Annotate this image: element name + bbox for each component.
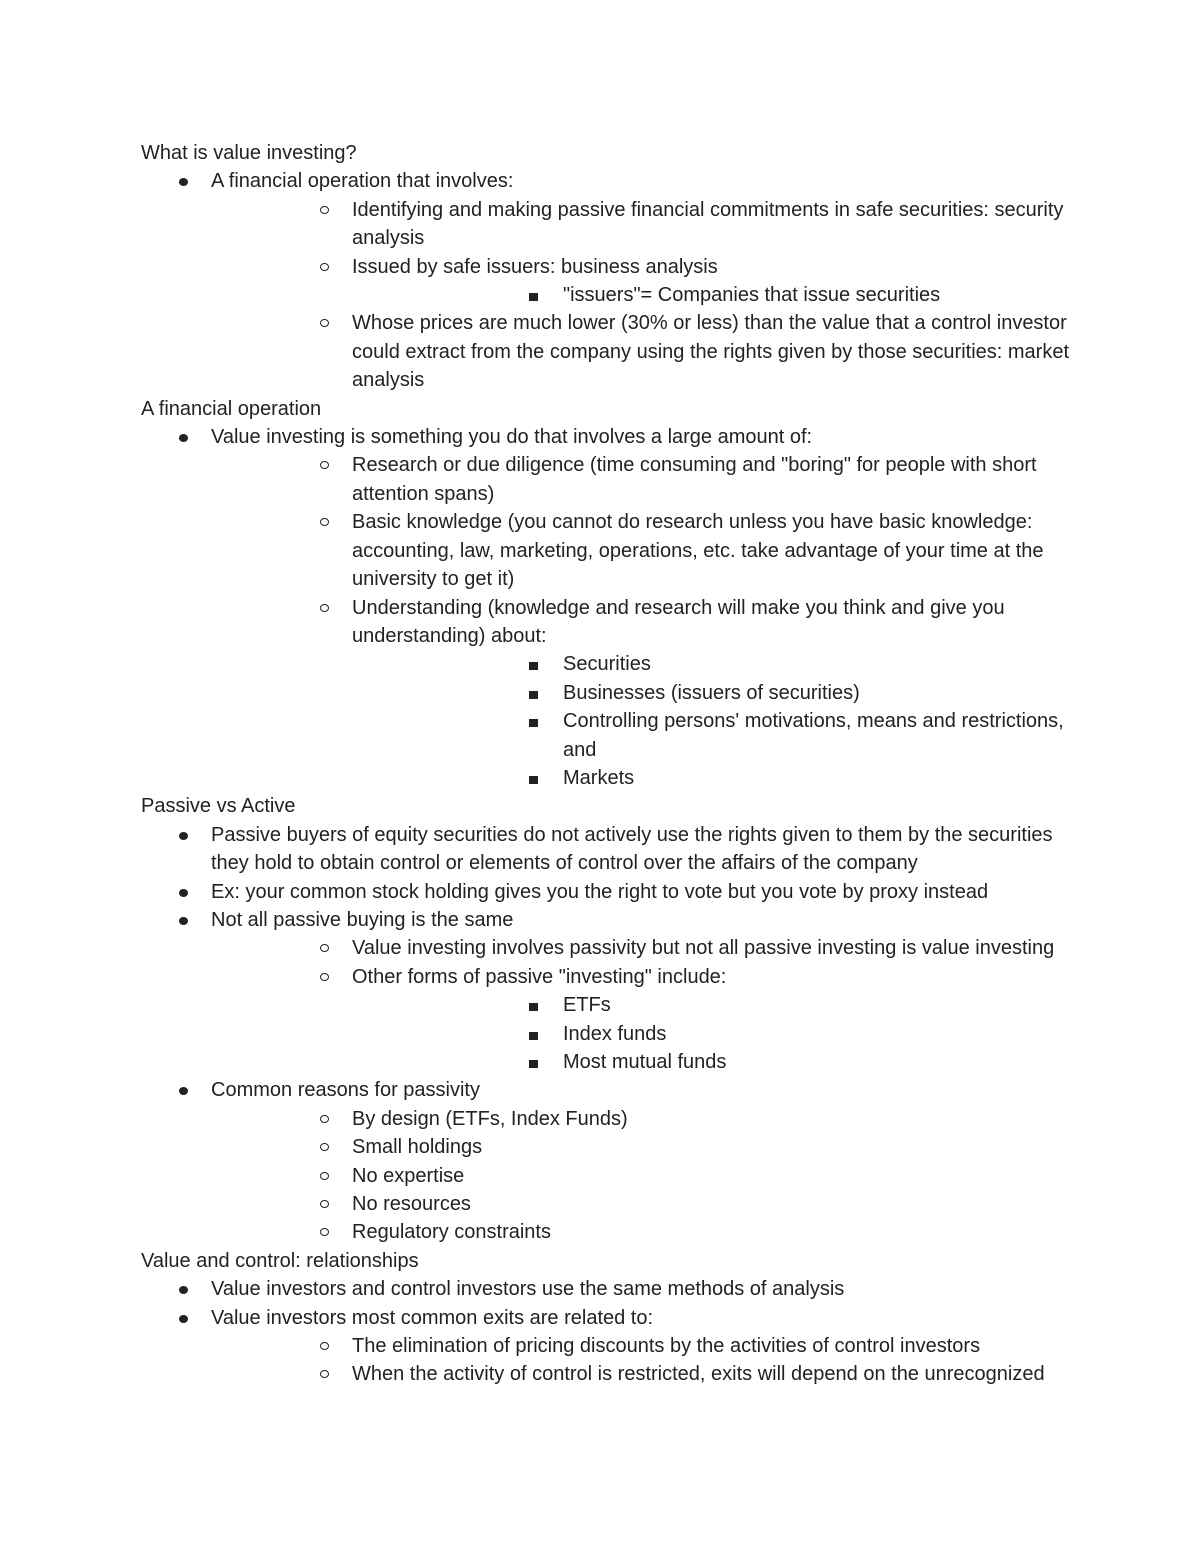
list-item xyxy=(211,309,1076,394)
hollow-bullet-icon xyxy=(320,319,329,327)
list-item-text: Value investors most common exits are related to: xyxy=(211,1306,654,1329)
section-heading: Value and control: relationships xyxy=(141,1249,419,1272)
filled-bullet-icon xyxy=(179,1087,188,1095)
list-item xyxy=(211,1133,1076,1161)
list-item xyxy=(141,906,1076,1076)
list-item xyxy=(211,963,1076,1077)
list-item-text: Ex: your common stock holding gives you the right to vote but you vote by proxy instead xyxy=(211,880,989,903)
list-item-text: Understanding (knowledge and research will make you think and give you understanding) about: xyxy=(352,596,1005,647)
list-item xyxy=(211,1360,1076,1388)
hollow-bullet-icon xyxy=(320,1228,329,1236)
hollow-bullet-icon xyxy=(320,1342,329,1350)
list-item xyxy=(352,764,1076,792)
list-item-text: No expertise xyxy=(352,1164,465,1187)
sub-sub-bullet-list xyxy=(352,650,1076,792)
list-item-text: Small holdings xyxy=(352,1136,483,1159)
square-bullet-icon xyxy=(529,691,538,699)
list-item xyxy=(211,1190,1076,1218)
list-item-text: Businesses (issuers of securities) xyxy=(563,681,860,704)
bullet-list xyxy=(141,1275,1076,1389)
bullet-list xyxy=(141,423,1076,792)
hollow-bullet-icon xyxy=(320,604,329,612)
square-bullet-icon xyxy=(529,719,538,727)
list-item-text: Whose prices are much lower (30% or less) than the value that a control investor could extract from the company using the rights given by those securities: market analysis xyxy=(352,312,1070,392)
list-item-text: Controlling persons' motivations, means and restrictions, and xyxy=(563,710,1064,761)
sub-bullet-list xyxy=(211,1105,1076,1247)
section-heading: Passive vs Active xyxy=(141,795,296,818)
list-item xyxy=(141,1076,1076,1246)
square-bullet-icon xyxy=(529,293,538,301)
list-item xyxy=(211,253,1076,310)
list-item-text: Securities xyxy=(563,653,651,676)
square-bullet-icon xyxy=(529,1032,538,1040)
sub-bullet-list xyxy=(211,1332,1076,1389)
list-item xyxy=(352,679,1076,707)
document-body xyxy=(141,139,1076,1389)
list-item-text: Passive buyers of equity securities do not actively use the rights given to them by the securities they hold to obtain control or elements of control over the affairs of the company xyxy=(211,823,1053,875)
list-item-text: ETFs xyxy=(563,994,611,1017)
filled-bullet-icon xyxy=(179,178,188,186)
list-item xyxy=(211,594,1076,793)
list-item-text: Value investing is something you do that involves a large amount of: xyxy=(211,426,813,449)
list-item-text: Markets xyxy=(563,766,635,789)
list-item xyxy=(211,1332,1076,1360)
list-item xyxy=(141,423,1076,792)
sub-bullet-list xyxy=(211,196,1076,395)
bullet-list xyxy=(141,167,1076,394)
list-item-text: Most mutual funds xyxy=(563,1051,727,1073)
list-item xyxy=(141,1275,1076,1303)
list-item xyxy=(352,991,1076,1019)
list-item-text: Basic knowledge (you cannot do research unless you have basic knowledge: accounting, law, marketing, operations, etc. take advantage of your time at the university to get it) xyxy=(352,511,1044,591)
list-item xyxy=(211,1105,1076,1133)
bullet-list xyxy=(141,821,1076,1247)
list-item-text: By design (ETFs, Index Funds) xyxy=(352,1107,628,1130)
list-item-text: When the activity of control is restricted, exits will depend on the unrecognized xyxy=(352,1363,1045,1386)
list-item-text: Issued by safe issuers: business analysis xyxy=(352,255,718,278)
square-bullet-icon xyxy=(529,662,538,670)
filled-bullet-icon xyxy=(179,832,188,840)
sub-sub-bullet-list xyxy=(352,991,1076,1076)
list-item-text: "issuers"= Companies that issue securities xyxy=(563,284,941,307)
list-item xyxy=(211,1162,1076,1190)
list-item xyxy=(352,1020,1076,1048)
filled-bullet-icon xyxy=(179,434,188,442)
list-item xyxy=(352,281,1076,309)
list-item-text: Identifying and making passive financial commitments in safe securities: security analysis xyxy=(352,198,1064,250)
filled-bullet-icon xyxy=(179,1286,188,1294)
list-item xyxy=(352,650,1076,678)
list-item-text: Regulatory constraints xyxy=(352,1221,551,1244)
hollow-bullet-icon xyxy=(320,1172,329,1180)
list-item-text: Not all passive buying is the same xyxy=(211,908,514,931)
sub-bullet-list xyxy=(211,451,1076,792)
list-item-text: Index funds xyxy=(563,1022,667,1045)
hollow-bullet-icon xyxy=(320,1200,329,1208)
hollow-bullet-icon xyxy=(320,1143,329,1151)
list-item xyxy=(211,451,1076,508)
square-bullet-icon xyxy=(529,1060,538,1068)
filled-bullet-icon xyxy=(179,889,188,897)
list-item-text: Research or due diligence (time consuming and "boring" for people with short attention spans) xyxy=(352,454,1037,505)
hollow-bullet-icon xyxy=(320,461,329,469)
hollow-bullet-icon xyxy=(320,1115,329,1123)
list-item xyxy=(211,196,1076,253)
list-item xyxy=(211,508,1076,593)
sub-sub-bullet-list xyxy=(352,281,1076,309)
list-item xyxy=(141,167,1076,394)
hollow-bullet-icon xyxy=(320,518,329,526)
hollow-bullet-icon xyxy=(320,206,329,214)
list-item-text: Value investors and control investors use the same methods of analysis xyxy=(211,1278,845,1301)
list-item xyxy=(141,1304,1076,1389)
hollow-bullet-icon xyxy=(320,973,329,981)
list-item xyxy=(352,1048,1076,1076)
list-item-text: The elimination of pricing discounts by the activities of control investors xyxy=(352,1335,981,1358)
sub-bullet-list xyxy=(211,934,1076,1076)
list-item-text: Common reasons for passivity xyxy=(211,1079,480,1102)
list-item-text: A financial operation that involves: xyxy=(211,170,514,193)
section-heading: A financial operation xyxy=(141,397,322,420)
list-item xyxy=(211,934,1076,962)
list-item xyxy=(141,821,1076,878)
list-item xyxy=(141,878,1076,906)
list-item xyxy=(352,707,1076,764)
section-heading: What is value investing? xyxy=(141,142,357,164)
square-bullet-icon xyxy=(529,776,538,784)
filled-bullet-icon xyxy=(179,917,188,925)
hollow-bullet-icon xyxy=(320,1370,329,1378)
hollow-bullet-icon xyxy=(320,944,329,952)
hollow-bullet-icon xyxy=(320,263,329,271)
list-item-text: Value investing involves passivity but not all passive investing is value investing xyxy=(352,937,1055,960)
list-item-text: Other forms of passive "investing" include: xyxy=(352,965,727,988)
square-bullet-icon xyxy=(529,1003,538,1011)
filled-bullet-icon xyxy=(179,1315,188,1323)
list-item-text: No resources xyxy=(352,1193,471,1216)
list-item xyxy=(211,1218,1076,1246)
